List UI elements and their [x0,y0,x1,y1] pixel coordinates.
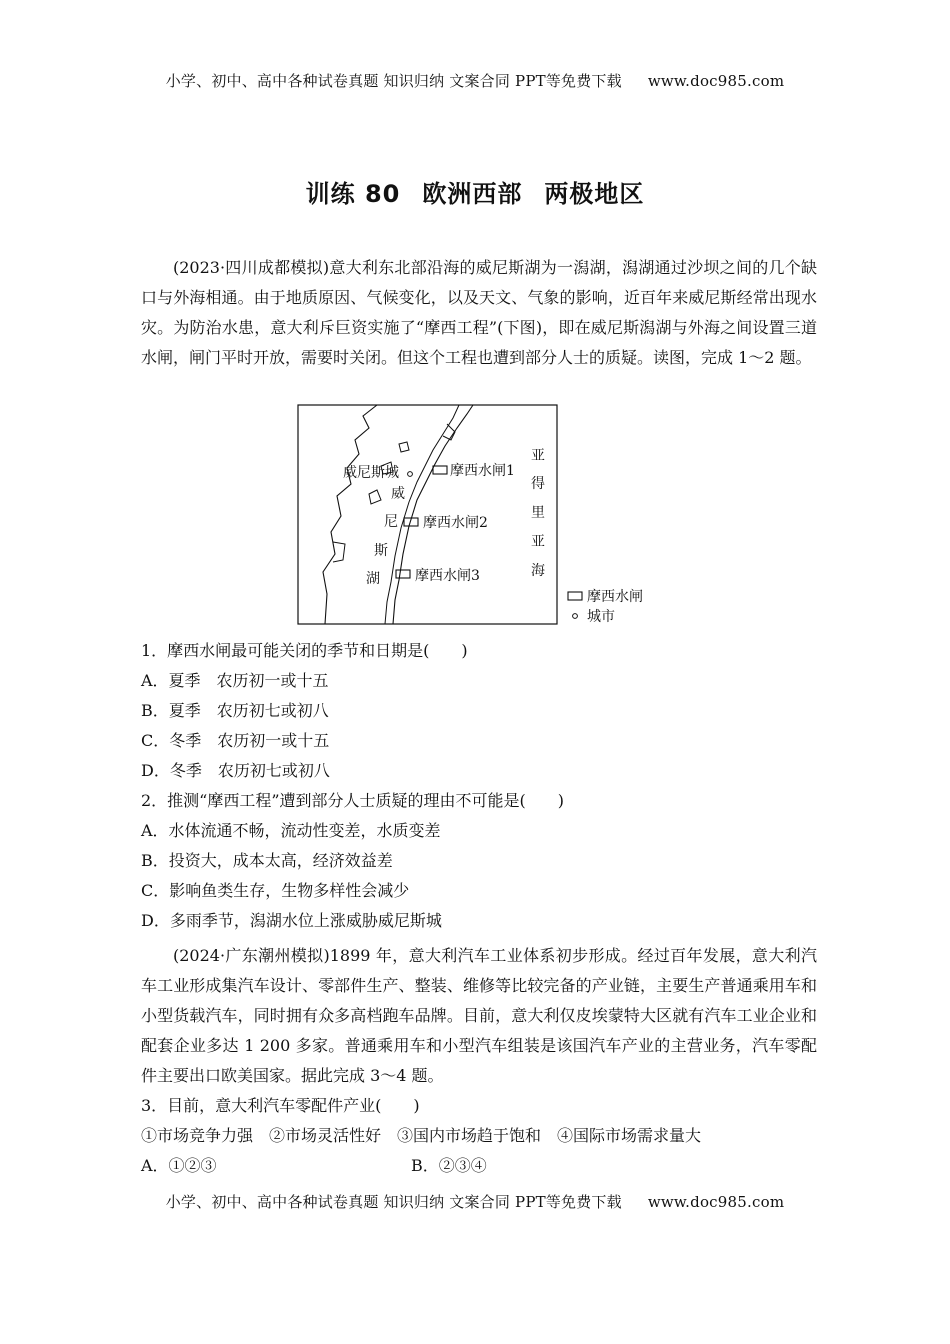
lagoon-island [369,490,381,504]
header-banner [0,70,950,91]
gate-3-marker [396,570,410,578]
venice-city-label: 威尼斯城 [343,465,399,481]
legend-city-icon [573,614,578,619]
question-1-option-a: A．夏季 农历初一或十五 [141,671,329,690]
legend-gate-label: 摩西水闸 [587,589,643,605]
question-1-option-c: C．冬季 农历初一或十五 [141,731,330,750]
sea-label-char: 亚 [531,534,545,550]
legend-gate-icon [568,592,582,600]
banner-text: 小学、初中、高中各种试卷真题 知识归纳 文案合同 PPT等免费下载 [165,72,622,90]
question-block-2 [141,1091,817,1181]
gate-1-marker [433,466,447,474]
gate-3-label: 摩西水闸3 [415,568,480,584]
gate-2-label: 摩西水闸2 [423,515,488,531]
question-2-stem: 2．推测“摩西工程”遭到部分人士质疑的理由不可能是( ) [141,791,565,810]
gate-1-label: 摩西水闸1 [450,463,515,479]
passage-2-text: (2024·广东潮州模拟)1899 年，意大利汽车工业体系初步形成。经过百年发展，意大利汽车工业形成集汽车设计、零部件生产、整装、维修等比较完备的产业链，主要生产普通乘用车和小型货载汽车，同时拥有众多高档跑车品牌。目前，意大利仅皮埃蒙特大区就有汽车工业企业和配套企业多达 1 200 多家。普通乘用车和小型汽车组装是该国汽车产业的主营业务，汽车零配件主要出口欧美国家。据此完成 3～4 题。 [141,946,817,1085]
mainland-coastline [323,405,377,624]
banner-text: 小学、初中、高中各种试卷真题 知识归纳 文案合同 PPT等免费下载 [165,1193,622,1211]
question-2-option-c: C．影响鱼类生存，生物多样性会减少 [141,881,410,900]
passage-1-text: (2023·四川成都模拟)意大利东北部沿海的威尼斯湖为一潟湖，潟湖通过沙坝之间的几个缺口与外海相通。由于地质原因、气候变化，以及天文、气象的影响，近百年来威尼斯经常出现水灾。为防治水患，意大利斥巨资实施了“摩西工程”(下图)，即在威尼斯潟湖与外海之间设置三道水闸，闸门平时开放，需要时关闭。但这个工程也遭到部分人士的质疑。读图，完成 1～2 题。 [141,258,817,367]
title-part-2: 欧洲西部 [422,180,523,208]
question-2-option-a: A．水体流通不畅，流动性变差，水质变差 [141,821,441,840]
question-2-option-d: D．多雨季节，潟湖水位上涨威胁威尼斯城 [141,911,442,930]
venice-lagoon-map [297,404,657,628]
sea-label-char: 海 [531,563,545,579]
venice-city-marker [408,472,413,477]
question-3-statements: ①市场竞争力强 ②市场灵活性好 ③国内市场趋于饱和 ④国际市场需求量大 [141,1126,702,1145]
legend-city-label: 城市 [587,609,615,625]
lagoon-label-char: 斯 [374,543,388,559]
question-3-options [141,1151,817,1181]
question-3-option-b: B．②③④ [411,1156,487,1175]
question-1-option-b: B．夏季 农历初七或初八 [141,701,329,720]
footer-banner [0,1191,950,1212]
sea-label-char: 亚 [531,448,545,464]
question-3-stem: 3．目前，意大利汽车零配件产业( ) [141,1096,420,1115]
passage-2 [141,941,817,1091]
page-title [0,174,950,209]
question-2-option-b: B．投资大，成本太高，经济效益差 [141,851,393,870]
sea-label-char: 得 [531,476,545,492]
question-3-option-a: A．①②③ [141,1156,217,1175]
lagoon-label-char: 湖 [366,571,380,587]
question-1-stem: 1．摩西水闸最可能关闭的季节和日期是( ) [141,641,468,660]
lagoon-island [399,442,409,452]
banner-site: www.doc985.com [647,1193,785,1211]
sea-label-char: 里 [531,505,545,521]
title-part-3: 两极地区 [544,180,645,208]
title-part-1: 训练 80 [305,180,401,208]
question-1-option-d: D．冬季 农历初七或初八 [141,761,330,780]
passage-1 [141,253,817,373]
lagoon-label-char: 威 [391,486,405,502]
banner-site: www.doc985.com [647,72,785,90]
question-block-1 [141,636,817,936]
lagoon-label-char: 尼 [384,514,398,530]
